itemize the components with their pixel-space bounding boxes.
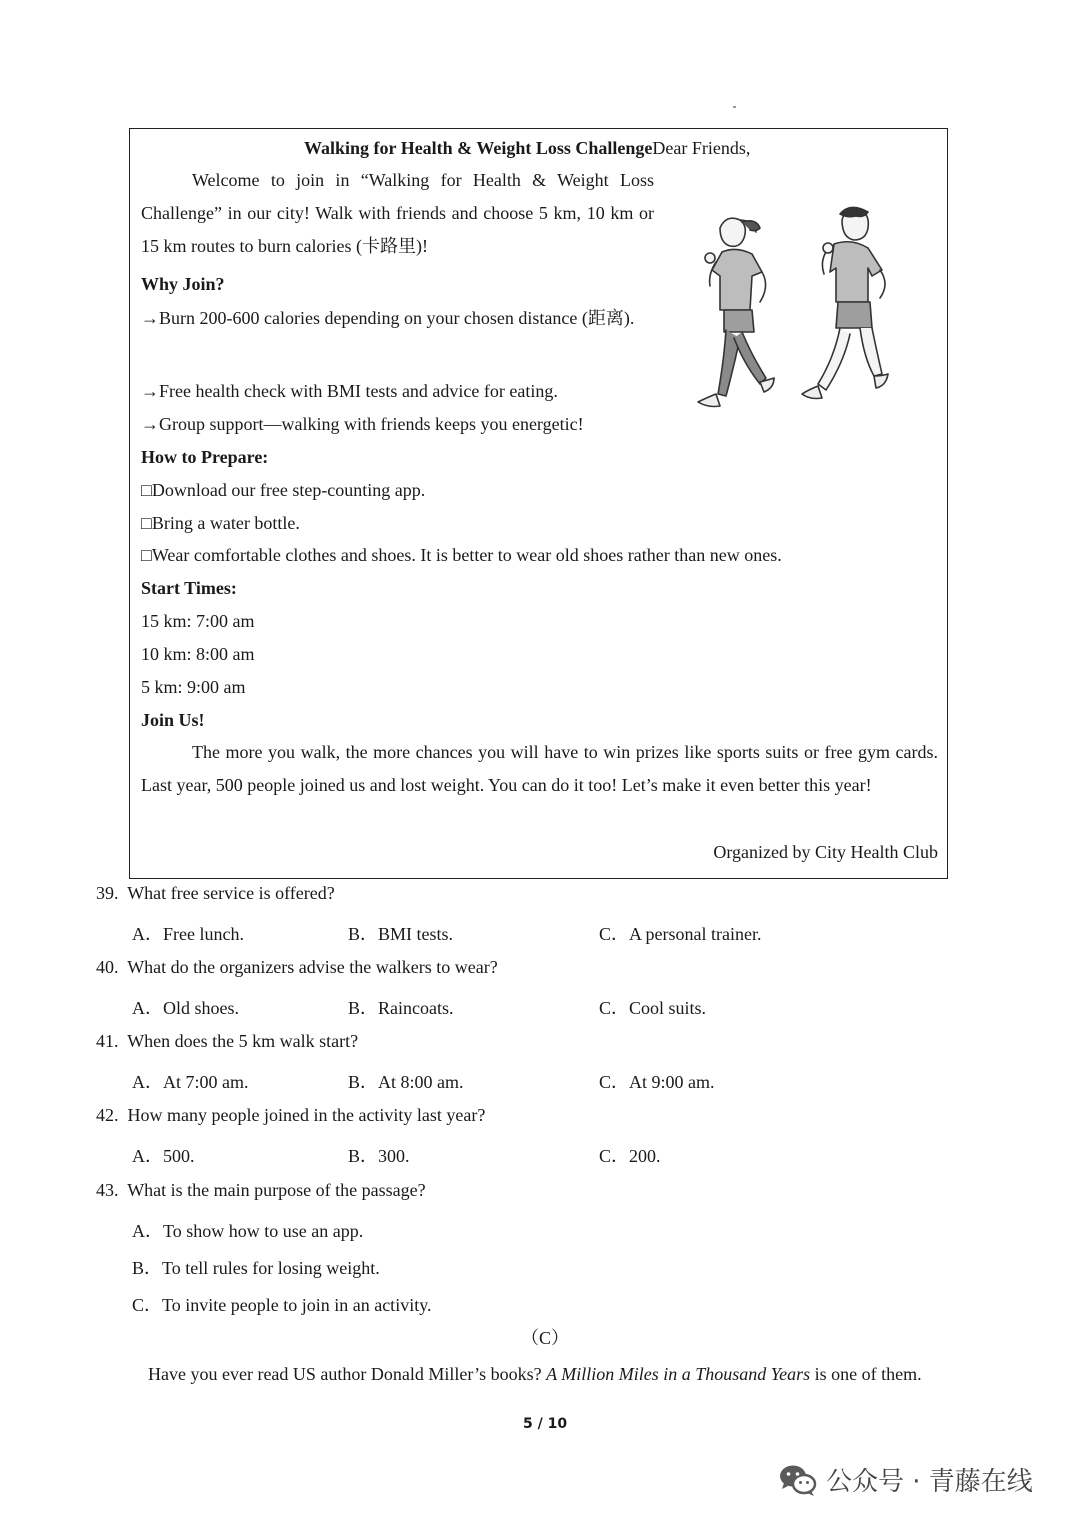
- notice-intro: [141, 164, 654, 263]
- option-41-c[interactable]: C．At 9:00 am.: [599, 1072, 715, 1092]
- option-41-b[interactable]: B．At 8:00 am.: [348, 1072, 464, 1092]
- option-40-a[interactable]: A．Old shoes.: [132, 998, 239, 1018]
- question-39: [96, 883, 335, 904]
- section-c-label: （C）: [521, 1328, 570, 1348]
- join-heading: Join Us!: [141, 710, 205, 730]
- question-text: What is the main purpose of the passage?: [127, 1180, 426, 1200]
- section-c-text-before: Have you ever read US author Donald Miller’s books?: [148, 1364, 547, 1384]
- prepare-heading: How to Prepare:: [141, 447, 269, 467]
- prepare-item-3: □Wear comfortable clothes and shoes. It is better to wear old shoes rather than new ones.: [141, 545, 782, 565]
- stray-mark: [733, 106, 736, 108]
- why-item-2: →Free health check with BMI tests and advice for eating.: [141, 381, 558, 401]
- option-43-a[interactable]: A．To show how to use an app.: [132, 1221, 364, 1241]
- question-42: [96, 1105, 485, 1126]
- start-item-5km: 5 km: 9:00 am: [141, 677, 246, 697]
- start-item-10km: 10 km: 8:00 am: [141, 644, 255, 664]
- notice-intro-text: Welcome to join in “Walking for Health & Weight Loss Challenge” in our city! Walk with friends and choose 5 km, 10 km or 15 km routes to burn calories (卡路里)!: [141, 170, 654, 256]
- option-43-c[interactable]: C．To invite people to join in an activity.: [132, 1295, 432, 1315]
- question-number: 43.: [96, 1180, 119, 1200]
- watermark: [778, 1461, 1033, 1498]
- book-title: A Million Miles in a Thousand Years: [546, 1364, 811, 1384]
- walkers-illustration: [690, 200, 910, 415]
- option-39-a[interactable]: A．Free lunch.: [132, 924, 244, 944]
- why-item-3: →Group support—walking with friends keeps you energetic!: [141, 414, 584, 434]
- question-number: 41.: [96, 1031, 119, 1051]
- man-walker-figure: [802, 207, 888, 398]
- option-43-b[interactable]: B．To tell rules for losing weight.: [132, 1258, 380, 1278]
- prepare-item-2: □Bring a water bottle.: [141, 513, 300, 533]
- page-number: 5 / 10: [523, 1416, 568, 1432]
- section-c-intro: [148, 1363, 922, 1385]
- why-item-1: [141, 302, 641, 335]
- watermark-text: 公众号 · 青藤在线: [826, 1467, 1033, 1497]
- start-heading: Start Times:: [141, 578, 237, 598]
- start-item-15km: 15 km: 7:00 am: [141, 611, 255, 631]
- question-number: 40.: [96, 957, 119, 977]
- section-c-text-after: is one of them.: [810, 1364, 922, 1384]
- question-number: 39.: [96, 883, 119, 903]
- option-40-c[interactable]: C．Cool suits.: [599, 998, 707, 1018]
- question-text: When does the 5 km walk start?: [127, 1031, 359, 1051]
- option-42-c[interactable]: C．200.: [599, 1146, 661, 1166]
- organizer: Organized by City Health Club: [713, 842, 938, 862]
- option-41-a[interactable]: A．At 7:00 am.: [132, 1072, 249, 1092]
- question-number: 42.: [96, 1105, 119, 1125]
- question-40: [96, 957, 498, 978]
- question-43: [96, 1180, 426, 1201]
- why-heading: Why Join?: [141, 274, 225, 294]
- question-text: What free service is offered?: [127, 883, 335, 903]
- option-39-c[interactable]: C．A personal trainer.: [599, 924, 762, 944]
- question-text: What do the organizers advise the walkers to wear?: [127, 957, 498, 977]
- prepare-item-1: □Download our free step-counting app.: [141, 480, 426, 500]
- notice-greeting: Dear Friends,: [652, 138, 751, 158]
- notice-title: Walking for Health & Weight Loss Challenge: [304, 138, 653, 158]
- woman-walker-figure: [698, 218, 774, 406]
- join-paragraph-text: The more you walk, the more chances you will have to win prizes like sports suits or free gym cards. Last year, 500 people joined us and lost weight. You can do it too! Let’s make it even better this year!: [141, 742, 938, 795]
- option-39-b[interactable]: B．BMI tests.: [348, 924, 454, 944]
- question-text: How many people joined in the activity last year?: [127, 1105, 486, 1125]
- option-42-b[interactable]: B．300.: [348, 1146, 410, 1166]
- wechat-icon: [778, 1463, 818, 1497]
- option-42-a[interactable]: A．500.: [132, 1146, 195, 1166]
- join-paragraph: [141, 736, 938, 802]
- why-item-1-text: →Burn 200-600 calories depending on your chosen distance (距离).: [141, 308, 635, 328]
- notice-heading-line: [304, 137, 750, 159]
- option-40-b[interactable]: B．Raincoats.: [348, 998, 454, 1018]
- question-41: [96, 1031, 358, 1052]
